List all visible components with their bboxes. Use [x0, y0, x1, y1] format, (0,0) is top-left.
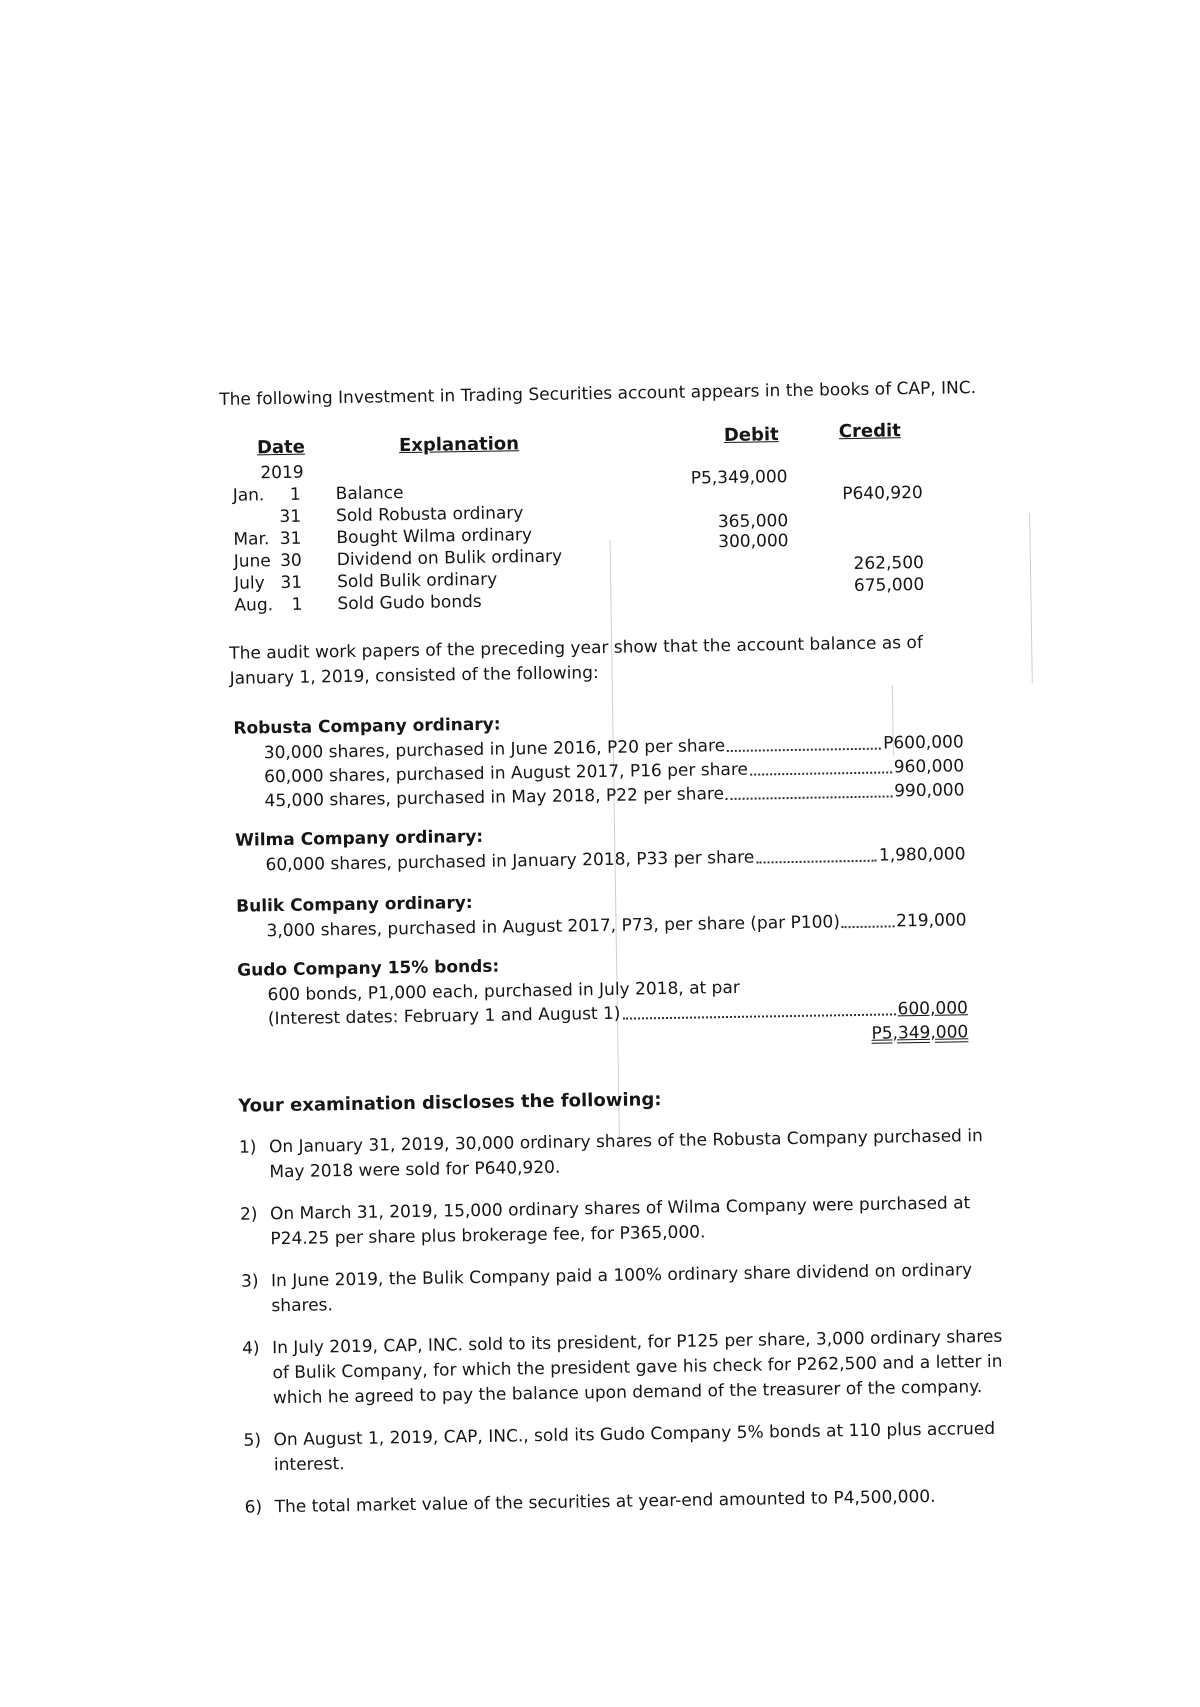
ledger-debit: 365,000 — [717, 511, 789, 533]
list-item-number: 1) — [238, 1137, 257, 1158]
ledger-table — [232, 453, 934, 618]
ledger-month: Mar. — [233, 529, 270, 550]
ledger-explanation: Bought Wilma ordinary — [336, 525, 533, 549]
ledger-month: Aug. — [234, 595, 274, 616]
list-item — [239, 1124, 1010, 1186]
ledger-header-debit: Debit — [723, 424, 779, 447]
ledger-debit: 300,000 — [718, 531, 789, 553]
examination-title: Your examination discloses the following: — [238, 1089, 662, 1117]
ledger-explanation: Sold Robusta ordinary — [335, 503, 524, 527]
ledger-day: 30 — [279, 550, 302, 572]
balance-total: P5,349,000 — [871, 1022, 969, 1044]
gudo-title: Gudo Company 15% bonds: — [237, 956, 500, 981]
ledger-credit: 262,500 — [853, 552, 925, 574]
list-item-number: 3) — [240, 1271, 259, 1292]
dot-leader — [726, 795, 892, 800]
ledger-day: 1 — [291, 594, 303, 615]
ledger-header-credit: Credit — [838, 420, 901, 443]
ledger-credit: 675,000 — [853, 574, 925, 596]
dot-leader — [750, 771, 892, 775]
ledger-day: 31 — [280, 572, 303, 594]
gudo-group — [237, 946, 968, 1055]
list-item-text: In June 2019, the Bulik Company paid a 100% ordinary share dividend on ordinary shares. — [270, 1260, 973, 1317]
ledger-day: 31 — [279, 506, 302, 528]
dot-leader — [756, 860, 877, 864]
ledger-explanation: Dividend on Bulik ordinary — [336, 546, 563, 571]
ledger-explanation: Sold Bulik ordinary — [336, 569, 498, 593]
balance-line-amount: 990,000 — [894, 780, 965, 802]
list-item — [244, 1484, 1014, 1521]
ledger-header-date: Date — [256, 436, 306, 459]
list-item-text: The total market value of the securities at year-end amounted to P4,500,000. — [274, 1486, 936, 1518]
ledger-day: 31 — [279, 528, 302, 550]
bulik-group — [236, 882, 967, 943]
list-item-text: On August 1, 2019, CAP, INC., sold its Gudo Company 5% bonds at 110 plus accrued interest. — [273, 1418, 996, 1476]
ledger-month — [233, 507, 273, 508]
ledger-month: June — [233, 551, 271, 572]
balance-line-desc: 45,000 shares, purchased in May 2018, P22 per share — [264, 784, 725, 812]
dot-leader — [623, 1013, 896, 1019]
balance-line-desc: (Interest dates: February 1 and August 1) — [267, 1003, 621, 1030]
balance-line-desc: 3,000 shares, purchased in August 2017, P73, per share (par P100) — [266, 912, 841, 942]
list-item-number: 6) — [244, 1497, 263, 1518]
balance-line-desc: 30,000 shares, purchased in June 2016, P20 per share — [263, 736, 726, 764]
balance-line-amount: P600,000 — [882, 732, 964, 754]
intro-text: The following Investment in Trading Securities account appears in the books of CAP, INC. — [219, 378, 977, 410]
list-item — [242, 1325, 1013, 1412]
balance-line-desc: 60,000 shares, purchased in August 2017, P16 per share — [264, 759, 749, 788]
list-item-text: On March 31, 2019, 15,000 ordinary shares of Wilma Company were purchased at P24.25 per share plus brokerage fee, for P365,000. — [269, 1193, 971, 1250]
ledger-explanation: Balance — [335, 483, 404, 505]
bulik-title: Bulik Company ordinary: — [236, 893, 473, 917]
list-item-number: 5) — [243, 1430, 262, 1451]
wilma-group — [235, 816, 966, 877]
list-item-text: On January 31, 2019, 30,000 ordinary shares of the Robusta Company purchased in May 2018 were sold for P640,920. — [268, 1126, 983, 1183]
robusta-group — [233, 704, 964, 813]
audit-intro-paragraph: The audit work papers of the preceding year show that the account balance as of January 1, 2019, consisted of the following: — [229, 632, 924, 689]
robusta-title: Robusta Company ordinary: — [233, 714, 501, 739]
dot-leader — [842, 925, 894, 928]
dot-leader — [727, 748, 881, 752]
ledger-explanation: Sold Gudo bonds — [337, 591, 482, 615]
balance-line-amount: 1,980,000 — [878, 844, 966, 866]
ledger-credit: P640,920 — [842, 482, 923, 505]
ledger-month: July — [233, 573, 265, 594]
balance-line-amount: 960,000 — [893, 756, 965, 778]
balance-line-amount: 219,000 — [896, 910, 967, 932]
scan-line — [1029, 513, 1033, 683]
list-item — [243, 1417, 1014, 1479]
list-item-number: 4) — [241, 1338, 260, 1359]
ledger-header-explanation: Explanation — [398, 433, 520, 457]
list-item — [240, 1191, 1011, 1253]
ledger-month: Jan. — [232, 485, 265, 506]
list-item-number: 2) — [239, 1204, 258, 1225]
examination-list — [239, 1124, 1015, 1538]
ledger-debit: P5,349,000 — [690, 467, 788, 489]
ledger-year: 2019 — [260, 462, 304, 484]
ledger-day: 1 — [289, 484, 301, 505]
wilma-title: Wilma Company ordinary: — [235, 826, 484, 851]
list-item-text: In July 2019, CAP, INC. sold to its president, for P125 per share, 3,000 ordinary shares of Bulik Company, for which the president gave his check for P262,500 and a letter in which he agreed to pay the balance upon demand of the treasurer of the company. — [271, 1326, 1003, 1409]
balance-line-amount: 600,000 — [897, 998, 969, 1020]
list-item — [241, 1258, 1012, 1320]
gudo-line-1: 600 bonds, P1,000 each, purchased in July 2018, at par — [267, 977, 740, 1006]
balance-line-desc: 60,000 shares, purchased in January 2018, P33 per share — [265, 847, 755, 876]
